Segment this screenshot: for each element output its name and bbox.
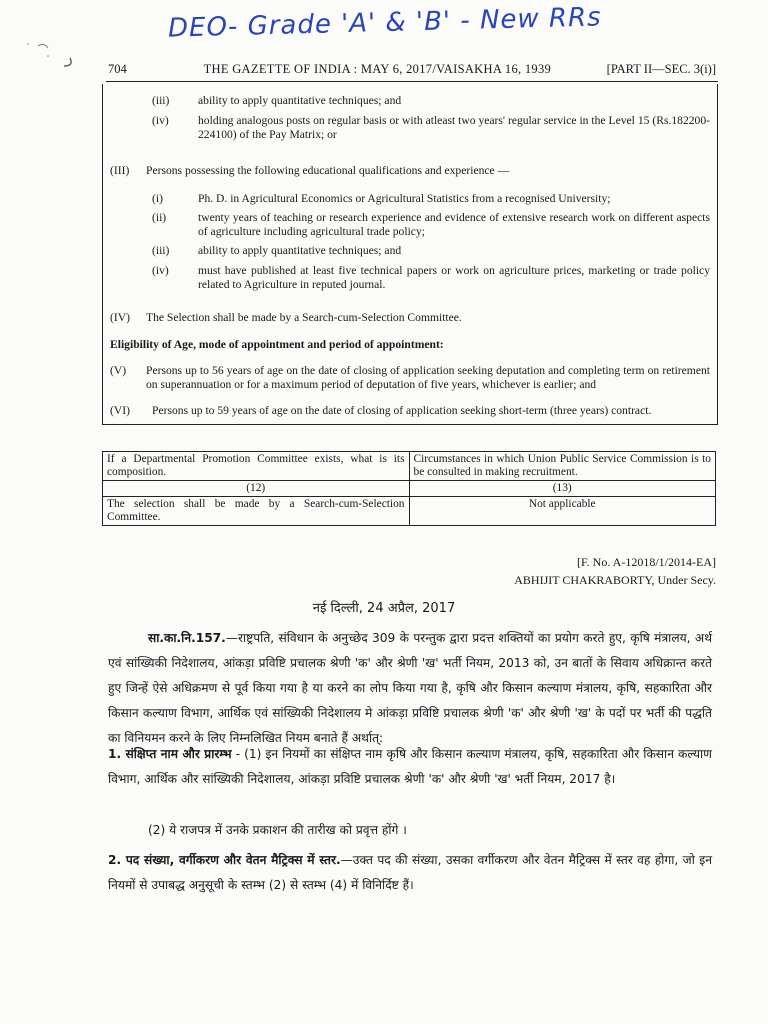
committee-table xyxy=(102,451,716,526)
rule1-heading: 1. संक्षिप्त नाम और प्रारम्भ xyxy=(108,747,232,761)
notification-number: सा.का.नि.157. xyxy=(148,631,226,645)
hindi-dateline: नई दिल्ली, 24 अप्रैल, 2017 xyxy=(312,601,456,616)
clause-text: twenty years of teaching or research experience and evidence of extensive research work on different aspects of agriculture including agricultural trade policy; xyxy=(198,211,710,238)
clause-text: Persons possessing the following educational qualifications and experience — xyxy=(146,164,510,177)
clause-text: must have published at least five technical papers or work on agriculture prices, marketing or trade policy related to Agriculture in reputed journal. xyxy=(198,264,710,291)
pen-mark-scribble xyxy=(18,36,98,86)
hindi-rule-1-sub2: (2) ये राजपत्र में उनके प्रकाशन की तारीख को प्रवृत्त होंगे । xyxy=(148,823,407,837)
clause-number: (i) xyxy=(152,192,163,205)
part-section: [PART II—SEC. 3(i)] xyxy=(606,62,716,76)
page-number: 704 xyxy=(108,62,127,76)
clause-number: (VI) xyxy=(110,404,130,417)
col13-header: Circumstances in which Union Public Service Commission is to be consulted in making recruitment. xyxy=(409,452,716,481)
handwritten-note: DEO- Grade 'A' & 'B' - New RRs xyxy=(167,2,603,44)
clause-iii xyxy=(152,94,169,108)
hindi-notification xyxy=(108,626,712,751)
hindi-rule-2 xyxy=(108,848,712,898)
clause-number: (iii) xyxy=(152,244,170,257)
notification-text: —राष्ट्रपति, संविधान के अनुच्छेद 309 के परन्तुक द्वारा प्रदत्त शक्तियों का प्रयोग करते हुए, कृषि मंत्रालय, अर्थ एवं सांख्यिकी निदेशालय, आंकड़ा प्रविष्टि प्रचालक श्रेणी 'क' और श्रेणी 'ख' भर्ती नियम, 2013 को, उन बातों के सिवाय अधिक्रान्त करते हुए जिन्हें ऐसे अधिक्रमण से पूर्व किया गया है या करने का लोप किया गया है, कृषि और किसान कल्याण मंत्रालय, कृषि, सहकारिता और किसान कल्याण विभाग, आर्थिक एवं सांख्यिकी निदेशालय मे आंकड़ा प्रविष्टि प्रचालक श्रेणी 'क' और श्रेणी 'ख' के पदों पर भर्ती की पद्धति का विनियमन करने के लिए निम्नलिखित नियम बनाते हैं अर्थात्: xyxy=(108,631,712,745)
clause-text: Persons up to 59 years of age on the date of closing of application seeking short-term (three years) contract. xyxy=(152,404,652,417)
gazette-title: THE GAZETTE OF INDIA : MAY 6, 2017/VAISAKHA 16, 1939 xyxy=(203,62,552,76)
col13-number: (13) xyxy=(409,481,716,497)
eligibility-heading: Eligibility of Age, mode of appointment and period of appointment: xyxy=(110,338,444,351)
clause-number: (III) xyxy=(110,164,130,177)
clause-text: ability to apply quantitative techniques; and xyxy=(198,244,402,257)
clause-text: The Selection shall be made by a Search-cum-Selection Committee. xyxy=(146,311,462,324)
clause-text: ability to apply quantitative techniques; and xyxy=(198,94,402,107)
header-rule xyxy=(106,81,718,82)
col12-header: If a Departmental Promotion Committee exists, what is its composition. xyxy=(103,452,410,481)
rule2-text: —उक्त पद की संख्या, उसका वर्गीकरण और वेतन मैट्रिक्स में स्तर वह होगा, जो इन नियमों से उपाबद्ध अनुसूची के स्तम्भ (2) से स्तम्भ (4) में विनिर्दिष्ट हैं। xyxy=(108,853,713,892)
gazette-header xyxy=(108,62,716,77)
rule2-heading: 2. पद संख्या, वर्गीकरण और वेतन मैट्रिक्स में स्तर. xyxy=(108,853,341,867)
clause-number: (V) xyxy=(110,364,127,377)
rule1-text: - (1) इन नियमों का संक्षिप्त नाम कृषि और किसान कल्याण मंत्रालय, कृषि, सहकारिता और किसान कल्याण विभाग, आर्थिक और सांख्यिकी निदेशालय, आंकड़ा प्रविष्टि प्रचालक श्रेणी 'क' और श्रेणी 'ख' भर्ती नियम, 2017 है। xyxy=(108,747,712,786)
clause-number: (iv) xyxy=(152,114,169,127)
clause-text: Ph. D. in Agricultural Economics or Agricultural Statistics from a recognised University; xyxy=(198,192,611,205)
clause-number: (ii) xyxy=(152,211,167,224)
file-number: [F. No. A-12018/1/2014-EA] xyxy=(576,555,716,569)
signatory: ABHIJIT CHAKRABORTY, Under Secy. xyxy=(514,573,716,587)
clause-text: holding analogous posts on regular basis or with atleast two years' regular service in the Level 15 (Rs.182200-224100) of the Pay Matrix; or xyxy=(198,114,710,141)
col12-number: (12) xyxy=(103,481,410,497)
hindi-rule-1 xyxy=(108,742,712,792)
clause-number: (IV) xyxy=(110,311,130,324)
clause-number: (iv) xyxy=(152,264,169,277)
clause-number: (iii) xyxy=(152,94,170,107)
col12-value: The selection shall be made by a Search-cum-Selection Committee. xyxy=(103,497,410,526)
clause-text: Persons up to 56 years of age on the date of closing of application seeking deputation and completing term on retirement on superannuation or for a maximum period of deputation of five years, whichever is earlier; and xyxy=(146,364,710,391)
col13-value: Not applicable xyxy=(409,497,716,526)
